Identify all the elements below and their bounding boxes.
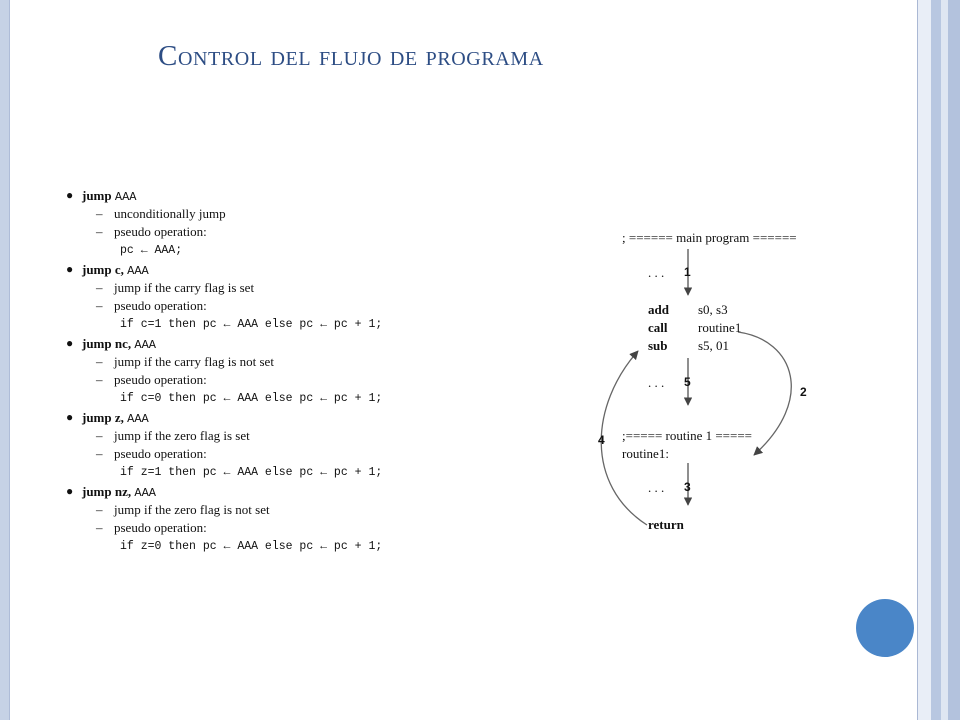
right-frame-rail: [941, 0, 948, 720]
instruction-item: [60, 334, 500, 408]
args-call: routine1: [698, 320, 742, 335]
step-label-3: 3: [684, 480, 691, 494]
main-program-header: ; ====== main program ======: [622, 230, 797, 245]
return-label: return: [648, 517, 684, 532]
instruction-item: [60, 186, 500, 260]
right-frame-rail: [948, 0, 960, 720]
bullet-icon: ●: [66, 188, 74, 202]
pseudo-code: if z=0 then pc ← AAA else pc ← pc + 1;: [120, 540, 383, 553]
args-sub: s5, 01: [698, 338, 730, 353]
routine-label: routine1:: [622, 446, 669, 461]
pseudo-label: pseudo operation:: [114, 372, 207, 387]
ellipsis: . . .: [648, 375, 665, 390]
op-sub: sub: [648, 338, 668, 353]
step-label-2: 2: [800, 385, 807, 399]
dash-icon: –: [96, 280, 103, 295]
right-frame-rail: [917, 0, 931, 720]
pseudo-code: if c=0 then pc ← AAA else pc ← pc + 1;: [120, 392, 383, 405]
instruction-operand: AAA: [114, 190, 137, 204]
ellipsis: . . .: [648, 480, 665, 495]
accent-circle: [856, 599, 914, 657]
bullet-icon: ●: [66, 336, 74, 350]
bullet-icon: ●: [66, 262, 74, 276]
instruction-description: jump if the zero flag is set: [114, 428, 250, 443]
instruction-keyword: jump: [82, 188, 112, 203]
dash-icon: –: [96, 206, 103, 221]
instruction-item: [60, 408, 500, 482]
pseudo-code: pc ← AAA;: [120, 244, 183, 257]
pseudo-code: if z=1 then pc ← AAA else pc ← pc + 1;: [120, 466, 383, 479]
instruction-keyword: jump z,: [82, 410, 124, 425]
slide-title: Control del flujo de programa: [158, 40, 544, 72]
instruction-keyword: jump nc,: [82, 336, 132, 351]
dash-icon: –: [96, 446, 103, 461]
instruction-list: [60, 186, 500, 556]
pseudo-code: if c=1 then pc ← AAA else pc ← pc + 1;: [120, 318, 383, 331]
bullet-icon: ●: [66, 484, 74, 498]
dash-icon: –: [96, 298, 103, 313]
call-flow-diagram: [590, 215, 850, 545]
instruction-description: jump if the zero flag is not set: [114, 502, 270, 517]
instruction-operand: AAA: [127, 264, 149, 278]
dash-icon: –: [96, 520, 103, 535]
ellipsis: . . .: [648, 265, 665, 280]
pseudo-label: pseudo operation:: [114, 224, 207, 239]
flow-arrows: [590, 215, 850, 545]
step-label-1: 1: [684, 265, 691, 279]
dash-icon: –: [96, 224, 103, 239]
instruction-description: jump if the carry flag is set: [114, 280, 255, 295]
op-call: call: [648, 320, 668, 335]
instruction-item: [60, 482, 500, 556]
right-frame-rail: [931, 0, 941, 720]
dash-icon: –: [96, 502, 103, 517]
step-label-4: 4: [598, 433, 605, 447]
instruction-keyword: jump nz,: [82, 484, 132, 499]
instruction-description: unconditionally jump: [114, 206, 226, 221]
dash-icon: –: [96, 428, 103, 443]
pseudo-label: pseudo operation:: [114, 446, 207, 461]
dash-icon: –: [96, 372, 103, 387]
pseudo-label: pseudo operation:: [114, 298, 207, 313]
left-frame-bar: [0, 0, 10, 720]
pseudo-label: pseudo operation:: [114, 520, 207, 535]
args-add: s0, s3: [698, 302, 728, 317]
instruction-item: [60, 260, 500, 334]
routine-header: ;===== routine 1 =====: [622, 428, 752, 443]
instruction-keyword: jump c,: [82, 262, 124, 277]
step-label-5: 5: [684, 375, 691, 389]
instruction-operand: AAA: [127, 412, 149, 426]
instruction-description: jump if the carry flag is not set: [114, 354, 274, 369]
instruction-operand: AAA: [134, 486, 156, 500]
op-add: add: [648, 302, 669, 317]
instruction-operand: AAA: [134, 338, 156, 352]
bullet-icon: ●: [66, 410, 74, 424]
dash-icon: –: [96, 354, 103, 369]
